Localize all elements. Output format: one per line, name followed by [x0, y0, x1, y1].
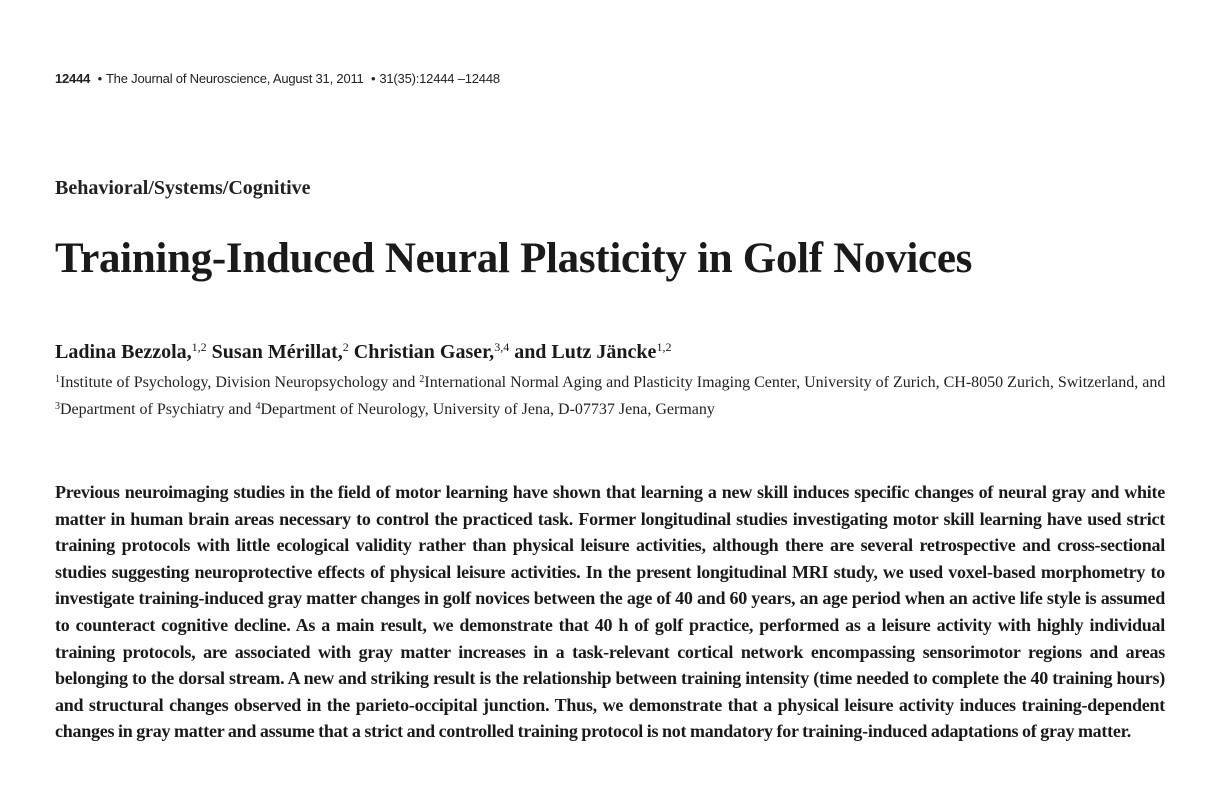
affiliation-marker: 2 [342, 340, 349, 354]
affiliations [55, 369, 1167, 423]
affiliation-text: Department of Neurology, University of Jena, D-07737 Jena, Germany [260, 401, 715, 418]
article-title: Training-Induced Neural Plasticity in Golf Novices [55, 235, 973, 282]
affiliation-marker: 4 [255, 401, 261, 412]
affiliation-text: Institute of Psychology, Division Neuropsychology and [60, 374, 420, 391]
affiliation-marker: 3,4 [494, 340, 510, 354]
abstract: Previous neuroimaging studies in the field of motor learning have shown that learning a new skill induces specific changes of neural gray and white matter in human brain areas necessary to control the practiced task. Former longitudinal studies investigating motor skill learning have used strict training protocols with little ecological validity rather than physical leisure activities, although there are several retrospective and cross-sectional studies suggesting neuroprotective effects of physical leisure activities. In the present longitudinal MRI study, we used voxel-based morphometry to investigate training-induced gray matter changes in golf novices between the age of 40 and 60 years, an age period when an active life style is assumed to counteract cognitive decline. As a main result, we demonstrate that 40 h of golf practice, performed as a leisure activity with highly individual training protocols, are associated with gray matter increases in a task-relevant cortical network encompassing sensorimotor regions and areas belonging to the dorsal stream. A new and striking result is the relationship between training intensity (time needed to complete the 40 training hours) and structural changes observed in the parieto-occipital junction. Thus, we demonstrate that a physical leisure activity induces training-dependent changes in gray matter and assume that a strict and controlled training protocol is not mandatory for training-induced adaptations of gray matter. [55, 482, 1165, 742]
author-name: Ladina Bezzola, [55, 341, 192, 363]
affiliation-marker: 1,2 [191, 340, 207, 354]
volume-issue: 31(35):12444 –12448 [379, 71, 500, 86]
separator: • [97, 71, 102, 86]
journal-name: The Journal of Neuroscience, August 31, 2011 [105, 71, 364, 86]
affiliation-marker: 1 [55, 374, 60, 385]
affiliation-marker: 1,2 [656, 340, 672, 354]
affiliation-text: Department of Psychiatry and [60, 401, 256, 418]
separator: • [371, 71, 376, 86]
affiliation-marker: 2 [419, 374, 425, 385]
author-name: and Lutz Jäncke [514, 341, 657, 363]
affiliation-text: International Normal Aging and Plasticity Imaging Center, University of Zurich, CH-8050 Zurich, Switzerland, and [424, 374, 1166, 391]
author-name: Susan Mérillat, [211, 341, 343, 363]
author-list [55, 341, 671, 364]
author-name: Christian Gaser, [353, 341, 495, 363]
section-label: Behavioral/Systems/Cognitive [55, 177, 311, 199]
affiliation-marker: 3 [55, 401, 60, 412]
running-head [55, 71, 500, 86]
page-number: 12444 [55, 71, 91, 86]
